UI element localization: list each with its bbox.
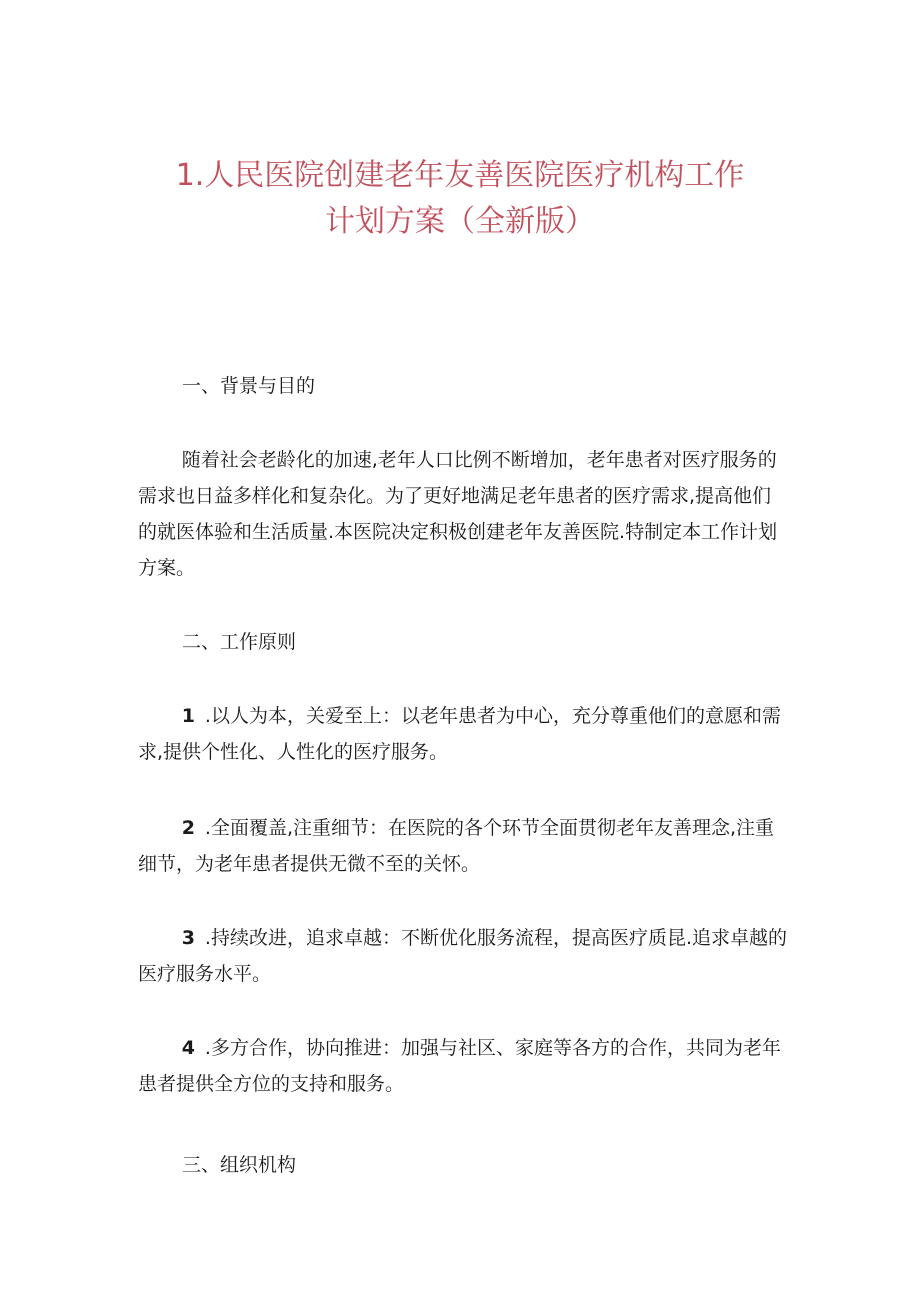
- principle-item-3: [138, 920, 788, 992]
- principle-item-4: [138, 1030, 788, 1102]
- document-title-line-1: 1.人民医院创建老年友善医院医疗机构工作: [175, 158, 745, 193]
- principle-number: 2: [181, 817, 195, 839]
- principle-text: .持续改进，追求卓越：不断优化服务流程，提高医疗质昆.追求卓越的医疗服务水平。: [138, 927, 788, 985]
- principle-item-2: [138, 810, 788, 882]
- background-paragraph: 随着社会老龄化的加速,老年人口比例不断增加，老年患者对医疗服务的需求也日益多样化和复杂化。为了更好地满足老年患者的医疗需求,提高他们的就医体验和生活质量.本医院决定积极创建老年友善医院.特制定本工作计划方案。: [138, 449, 778, 579]
- section-heading-organization: 三、组织机构: [182, 1154, 297, 1176]
- document-title-line-2: 计划方案（全新版）: [325, 204, 595, 239]
- principle-text: .多方合作，协向推进：加强与社区、家庭等各方的合作，共同为老年患者提供全方位的支持和服务。: [138, 1037, 781, 1095]
- section-heading-principles: 二、工作原则: [182, 631, 297, 653]
- principle-number: 1: [181, 705, 195, 727]
- section-heading-background: 一、背景与目的: [182, 375, 316, 397]
- principle-text: .全面覆盖,注重细节：在医院的各个环节全面贯彻老年友善理念,注重细节，为老年患者提供无微不至的关怀。: [138, 817, 775, 875]
- principle-text: .以人为本，关爱至上：以老年患者为中心，充分尊重他们的意愿和需求,提供个性化、人性化的医疗服务。: [138, 705, 781, 763]
- principle-number: 3: [181, 927, 195, 949]
- principle-number: 4: [181, 1037, 195, 1059]
- principle-item-1: [138, 698, 788, 770]
